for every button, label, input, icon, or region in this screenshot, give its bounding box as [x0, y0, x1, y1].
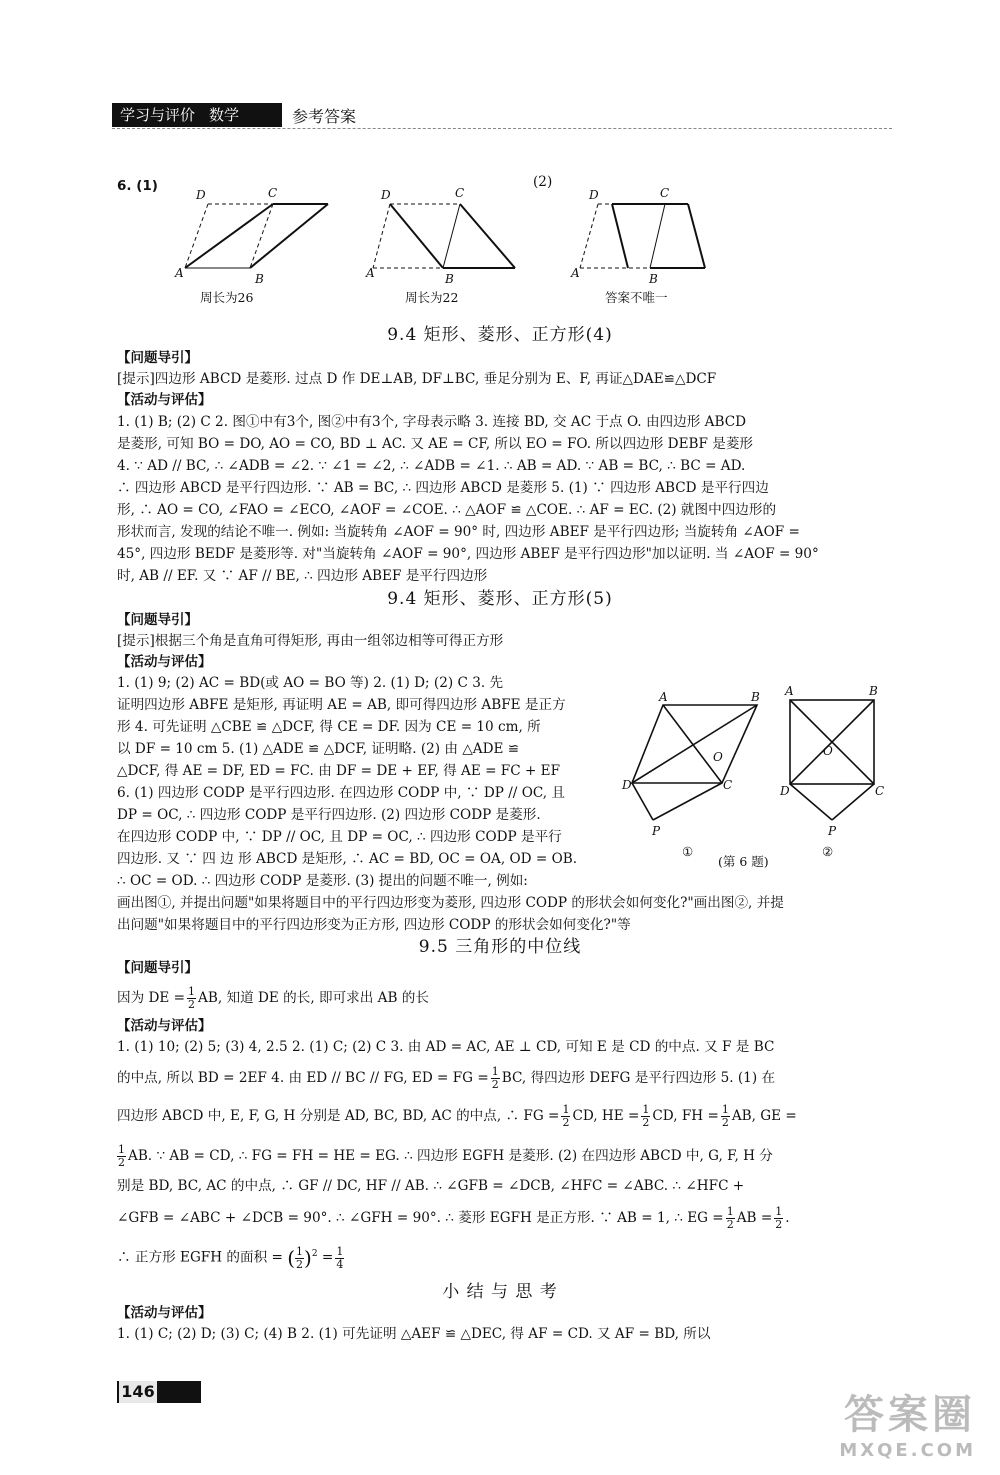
fig6-pt-o2: O: [823, 744, 833, 758]
fraction-half: [641, 1104, 650, 1129]
sec94-5-line: △DCF, 得 AE = DF, ED = FC. 由 DF = DE + EF, 得 AE = FC + EF: [117, 763, 561, 779]
q6-label-1: 6. (1): [117, 178, 158, 194]
fig6-caption-2: ②: [822, 844, 834, 859]
sec94-4-line: 时, AB // EF. 又 ∵ AF // BE, ∴ 四边形 ABEF 是平行四边形: [117, 568, 488, 584]
q6-caption-3: 答案不唯一: [605, 290, 668, 305]
sec94-5-hint: [提示]根据三个角是直角可得矩形, 再由一组邻边相等可得正方形: [117, 633, 504, 649]
q6-pt-b2: B: [445, 272, 454, 286]
q6-pt-d3: D: [589, 188, 599, 202]
fig6-label: (第 6 题): [718, 854, 769, 869]
sec95-l2b: BC, 得四边形 DEFG 是平行四边形 5. (1) 在: [501, 1070, 776, 1086]
q6-pt-d1: D: [196, 188, 206, 202]
sec95-line-4: [117, 1144, 773, 1169]
sec94-5-heading-activity: 【活动与评估】: [117, 654, 212, 670]
sec94-5-line: 在四边形 CODP 中, ∵ DP // OC, 且 DP = OC, ∴ 四边形 CODP 是平行: [117, 829, 562, 845]
sec95-line-7: ∴ 正方形 EGFH 的面积 = ( $\frac{1}{2}$ )$^2$ = $\frac{1}{4}$: [117, 1244, 344, 1271]
sec95-line-1: 1. (1) 10; (2) 5; (3) 4, 2.5 2. (1) C; (2) C 3. 由 AD = AC, AE ⊥ CD, 可知 E 是 CD 的中点. 又 F 是 BC: [117, 1039, 775, 1055]
page-number: 146: [119, 1381, 157, 1403]
watermark: [839, 1383, 976, 1461]
sec95-line-3: [117, 1104, 797, 1129]
q6-pt-c2: C: [455, 186, 465, 200]
sec94-5-line: 画出图①, 并提出问题"如果将题目中的平行四边形变为菱形, 四边形 CODP 的形状会如何变化?"画出图②, 并提: [117, 895, 784, 911]
sec95-line-5: 别是 BD, BC, AC 的中点, ∴ GF // DC, HF // AB. ∴ ∠GFB = ∠DCB, ∠HFC = ∠ABC. ∴ ∠HFC +: [117, 1178, 745, 1194]
sec95-guide-b: AB, 知道 DE 的长, 即可求出 AB 的长: [198, 990, 429, 1006]
sec94-4-line: 是菱形, 可知 BO = DO, AO = CO, BD ⊥ AC. 又 AE = CF, 所以 EO = FO. 所以四边形 DEBF 是菱形: [117, 436, 754, 452]
sec94-5-line: 出问题"如果将题目中的平行四边形变为正方形, 四边形 CODP 的形状会如何变化?"等: [117, 917, 631, 933]
fig6-pt-b2: B: [869, 684, 878, 698]
fraction-half: [561, 1104, 570, 1129]
sec94-5-line: 形 4. 可先证明 △CBE ≌ △DCF, 得 CE = DF. 因为 CE = 10 cm, 所: [117, 719, 541, 735]
fig6-caption-1: ①: [682, 844, 694, 859]
fig6-pt-c1: C: [723, 778, 733, 792]
fig6-pt-d1: D: [622, 778, 632, 792]
sec94-4-heading-activity: 【活动与评估】: [117, 392, 212, 408]
frac-num: 1: [562, 1103, 570, 1116]
frac-num: 1: [642, 1103, 650, 1116]
sec94-4-line: 45°, 四边形 BEDF 是菱形等. 对"当旋转角 ∠AOF = 90°, 四边形 ABEF 是平行四边形"加以证明. 当 ∠AOF = 90°: [117, 546, 819, 562]
section-title-95: 9.5 三角形的中位线: [418, 937, 582, 957]
fig6-pt-b1: B: [751, 690, 760, 704]
frac-den: 4: [336, 1257, 344, 1271]
frac-num: 1: [296, 1244, 304, 1258]
fig6-pt-a2: A: [785, 684, 794, 698]
q6-pt-c3: C: [660, 186, 670, 200]
fraction-half: [774, 1206, 783, 1231]
sec95-l4: AB. ∵ AB = CD, ∴ FG = FH = HE = EG. ∴ 四边形 EGFH 是菱形. (2) 在四边形 ABCD 中, G, F, H 分: [128, 1148, 773, 1164]
sec95-l2a: 的中点, 所以 BD = 2EF 4. 由 ED // BC // FG, ED = FG =: [117, 1070, 489, 1086]
sec95-heading-activity: 【活动与评估】: [117, 1018, 212, 1034]
frac-num: 1: [118, 1143, 125, 1156]
header-title: 参考答案: [292, 107, 357, 126]
frac-den: 2: [721, 1116, 729, 1129]
fig6-pt-p2: P: [828, 824, 837, 838]
sec95-heading-guide: 【问题导引】: [117, 960, 198, 976]
sec95-l7a: ∴ 正方形 EGFH 的面积 =: [117, 1249, 283, 1266]
sec95-l6b: AB =: [736, 1210, 773, 1226]
frac-den: 2: [491, 1078, 499, 1091]
fraction-half: [491, 1066, 500, 1091]
frac-num: 1: [188, 985, 196, 998]
fig6-pt-c2: C: [875, 784, 885, 798]
frac-den: 2: [775, 1218, 783, 1231]
frac-den: 2: [118, 1156, 125, 1169]
section-title-94-5: 9.4 矩形、菱形、正方形(5): [387, 589, 613, 609]
q6-pt-b3: B: [649, 272, 658, 286]
sec94-5-line: 6. (1) 四边形 CODP 是平行四边形. 在四边形 CODP 中, ∵ DP // OC, 且: [117, 785, 565, 801]
q6-pt-a2: A: [366, 266, 375, 280]
watermark-logo-text: 答案圈: [844, 1392, 976, 1438]
sec95-l6a: ∠GFB = ∠ABC + ∠DCB = 90°. ∴ ∠GFH = 90°. ∴ 菱形 EGFH 是正方形. ∵ AB = 1, ∴ EG =: [117, 1210, 724, 1226]
fig6-pt-o1: O: [713, 750, 723, 764]
q6-pt-a1: A: [175, 266, 184, 280]
sec94-5-heading-guide: 【问题导引】: [117, 612, 198, 628]
section-title-summary: 小 结 与 思 考: [442, 1282, 558, 1302]
watermark-url: MXQE.COM: [839, 1440, 976, 1461]
sec94-5-line: 证明四边形 ABFE 是矩形, 再证明 AE = AB, 即可得四边形 ABFE 是正方: [117, 697, 566, 713]
sec94-5-line: 以 DF = 10 cm 5. (1) △ADE ≌ △DCF, 证明略. (2) 由 △ADE ≌: [117, 741, 520, 757]
q6-pt-a3: A: [571, 266, 580, 280]
sec94-5-line: ∴ OC = OD. ∴ 四边形 CODP 是菱形. (3) 提出的问题不唯一, 例如:: [117, 873, 528, 889]
frac-den: 2: [726, 1218, 734, 1231]
q6-label-2: (2): [533, 174, 553, 190]
sec94-4-line: ∴ 四边形 ABCD 是平行四边形. ∵ AB = BC, ∴ 四边形 ABCD 是菱形 5. (1) ∵ 四边形 ABCD 是平行四边: [117, 480, 769, 496]
sec94-5-line: DP = OC, ∴ 四边形 CODP 是平行四边形. (2) 四边形 CODP 是菱形.: [117, 807, 541, 823]
section-title-94-4: 9.4 矩形、菱形、正方形(4): [387, 325, 613, 345]
sec95-l3c: CD, FH =: [652, 1108, 719, 1124]
fig6-pt-a1: A: [659, 690, 668, 704]
q6-pt-c1: C: [268, 186, 278, 200]
fraction-half: [726, 1206, 735, 1231]
fraction-half: [295, 1246, 304, 1271]
frac-num: 1: [721, 1103, 729, 1116]
fraction-quarter: [335, 1246, 344, 1271]
frac-den: 2: [188, 998, 196, 1011]
sec94-4-line: 形, ∴ AO = CO, ∠FAO = ∠ECO, ∠AOF = ∠COE. ∴ △AOF ≌ △COE. ∴ AF = EC. (2) 就图中四边形的: [117, 502, 777, 518]
header-book: 学习与评价: [120, 106, 196, 124]
q6-pt-d2: D: [381, 188, 391, 202]
sec95-l3a: 四边形 ABCD 中, E, F, G, H 分别是 AD, BC, BD, AC 的中点, ∴ FG =: [117, 1108, 560, 1124]
sec94-4-line: 4. ∵ AD // BC, ∴ ∠ADB = ∠2. ∵ ∠1 = ∠2, ∴ ∠ADB = ∠1. ∴ AB = AD. ∵ AB = BC, ∴ BC = AD.: [117, 458, 746, 474]
sec95-guide: [117, 986, 429, 1011]
frac-den: 2: [642, 1116, 650, 1129]
summary-line-1: 1. (1) C; (2) D; (3) C; (4) B 2. (1) 可先证明 △AEF ≌ △DEC, 得 AF = CD. 又 AF = BD, 所以: [117, 1326, 711, 1342]
sec94-5-line: 1. (1) 9; (2) AC = BD(或 AO = BO 等) 2. (1) D; (2) C 3. 先: [117, 675, 504, 691]
sec95-l6c: .: [785, 1210, 790, 1226]
fig6-pt-d2: D: [780, 784, 790, 798]
frac-den: 2: [296, 1257, 304, 1271]
sec95-l3d: AB, GE =: [731, 1108, 797, 1124]
summary-heading-activity: 【活动与评估】: [117, 1305, 212, 1321]
sec95-guide-a: 因为 DE =: [117, 990, 186, 1006]
header-subject: 数学: [209, 106, 240, 124]
frac-num: 1: [336, 1244, 344, 1258]
sec94-4-line: 1. (1) B; (2) C 2. 图①中有3个, 图②中有3个, 字母表示略 3. 连接 BD, 交 AC 于点 O. 由四边形 ABCD: [117, 414, 747, 430]
q6-caption-2: 周长为22: [405, 290, 459, 305]
fraction-half: [721, 1104, 730, 1129]
sec95-l7b: =: [321, 1249, 334, 1266]
sec94-4-hint: [提示]四边形 ABCD 是菱形. 过点 D 作 DE⊥AB, DF⊥BC, 垂足分别为 E、F, 再证△DAE≌△DCF: [117, 371, 717, 387]
frac-num: 1: [491, 1065, 499, 1078]
fraction-half: [117, 1144, 126, 1169]
sec94-4-line: 形状而言, 发现的结论不唯一. 例如: 当旋转角 ∠AOF = 90° 时, 四边形 ABEF 是平行四边形; 当旋转角 ∠AOF =: [117, 524, 800, 540]
fraction-half: [187, 986, 196, 1011]
sec95-line-2: [117, 1066, 775, 1091]
fig6-pt-p1: P: [652, 824, 661, 838]
frac-num: 1: [775, 1205, 783, 1218]
sec95-l3b: CD, HE =: [572, 1108, 640, 1124]
frac-den: 2: [562, 1116, 570, 1129]
q6-pt-b1: B: [255, 272, 264, 286]
sec94-4-heading-guide: 【问题导引】: [117, 350, 198, 366]
q6-caption-1: 周长为26: [200, 290, 254, 305]
sec95-line-6: [117, 1206, 790, 1231]
sec94-5-line: 四边形. 又 ∵ 四 边 形 ABCD 是矩形, ∴ AC = BD, OC = OA, OD = OB.: [117, 851, 578, 867]
frac-num: 1: [726, 1205, 734, 1218]
